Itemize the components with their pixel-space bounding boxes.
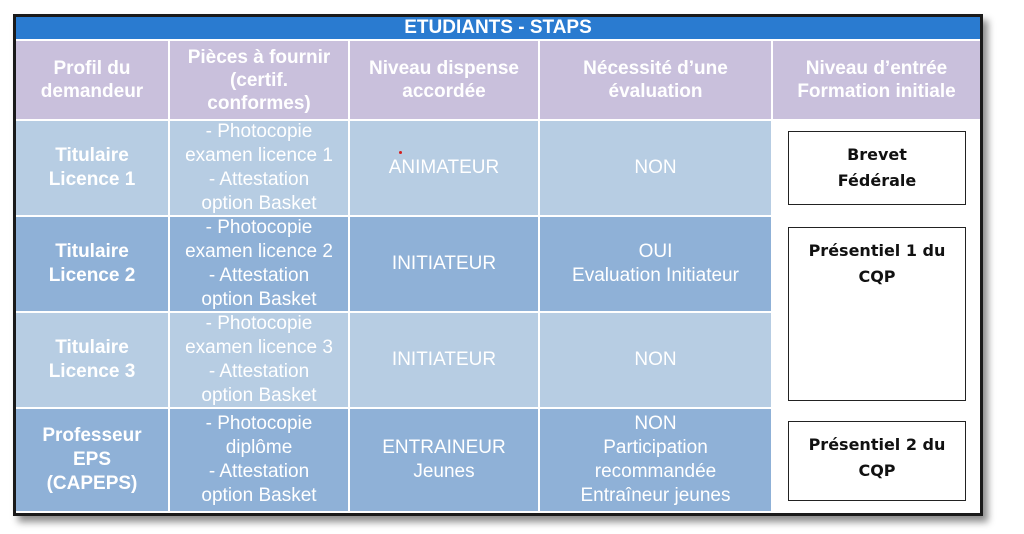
- entry-box-brevet: Brevet Fédérale: [788, 131, 966, 205]
- header-niveau-dispense: Niveau dispense accordée: [350, 41, 540, 121]
- entry-box-presentiel-1: Présentiel 1 du CQP: [788, 227, 966, 401]
- table-title: ETUDIANTS - STAPS: [16, 17, 980, 41]
- row3-niveau: INITIATEUR: [350, 313, 540, 409]
- row1-necessite: NON: [540, 121, 773, 217]
- header-niveau-entree: Niveau d’entrée Formation initiale: [773, 41, 980, 121]
- entry-level-column: [773, 121, 980, 513]
- row2-niveau: INITIATEUR: [350, 217, 540, 313]
- staps-table-frame: [13, 14, 983, 516]
- header-pieces: Pièces à fournir (certif. conformes): [170, 41, 350, 121]
- header-profil: Profil du demandeur: [16, 41, 170, 121]
- row1-profil: Titulaire Licence 1: [16, 121, 170, 217]
- row2-pieces: - Photocopie examen licence 2 - Attestation option Basket: [170, 217, 350, 313]
- row3-necessite: NON: [540, 313, 773, 409]
- row3-pieces: - Photocopie examen licence 3 - Attestation option Basket: [170, 313, 350, 409]
- staps-table: [16, 17, 980, 513]
- row2-necessite: OUI Evaluation Initiateur: [540, 217, 773, 313]
- red-dot-mark: [399, 151, 402, 154]
- row1-niveau: ANIMATEUR: [350, 121, 540, 217]
- row4-necessite: NON Participation recommandée Entraîneur jeunes: [540, 409, 773, 513]
- row4-pieces: - Photocopie diplôme - Attestation option Basket: [170, 409, 350, 513]
- row1-pieces: - Photocopie examen licence 1 - Attestation option Basket: [170, 121, 350, 217]
- row4-niveau: ENTRAINEUR Jeunes: [350, 409, 540, 513]
- header-necessite-evaluation: Nécessité d’une évaluation: [540, 41, 773, 121]
- row4-profil: Professeur EPS (CAPEPS): [16, 409, 170, 513]
- row3-profil: Titulaire Licence 3: [16, 313, 170, 409]
- entry-box-presentiel-2: Présentiel 2 du CQP: [788, 421, 966, 501]
- row2-profil: Titulaire Licence 2: [16, 217, 170, 313]
